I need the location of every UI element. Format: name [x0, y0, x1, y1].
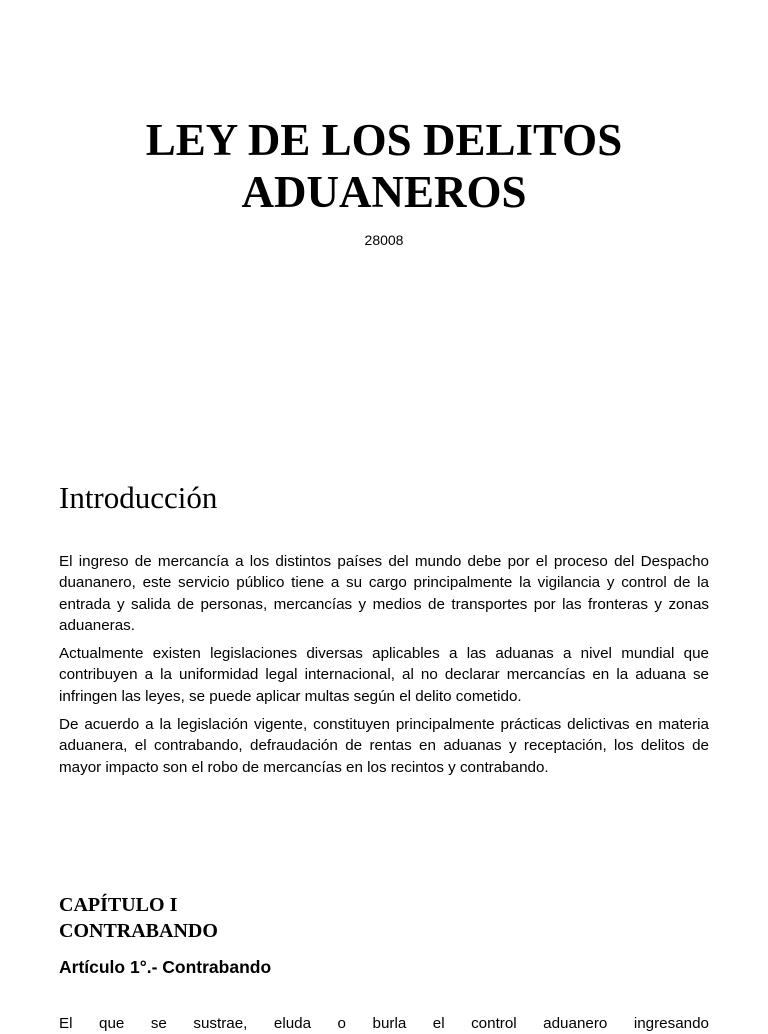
- article-text-cut-off: El que se sustrae, eluda o burla el control aduanero ingresando: [59, 1015, 709, 1032]
- chapter-heading: [59, 892, 218, 944]
- introduction-paragraph-2: Actualmente existen legislaciones diversas aplicables a las aduanas a nivel mundial que contribuyen a la uniformidad legal internacional, al no declarar mercancías en la aduana se infringen las leyes, se puede aplicar multas según el delito cometido.: [59, 645, 709, 705]
- chapter-name: CONTRABANDO: [59, 920, 218, 942]
- chapter-label: CAPÍTULO I: [59, 894, 178, 916]
- introduction-paragraph-3: De acuerdo a la legislación vigente, constituyen principalmente prácticas delictivas en materia aduanera, el contrabando, defraudación de rentas en aduanas y receptación, los delitos de mayor impacto son el robo de mercancías en los recintos y contrabando.: [59, 716, 709, 776]
- article-heading: Artículo 1°.- Contrabando: [59, 957, 272, 977]
- introduction-paragraph-1: El ingreso de mercancía a los distintos países del mundo debe por el proceso del Despacho duananero, este servicio público tiene a su cargo principalmente la vigilancia y control de la entrada y salida de personas, mercancías y medios de transportes por las fronteras y zonas aduaneras.: [59, 553, 709, 634]
- introduction-heading: Introducción: [59, 480, 218, 515]
- document-title-line-1: LEY DE LOS DELITOS: [145, 115, 623, 165]
- document-title-line-2: ADUANEROS: [241, 167, 527, 217]
- document-title: [60, 114, 708, 218]
- introduction-body: [59, 551, 709, 785]
- law-number: 28008: [364, 232, 404, 248]
